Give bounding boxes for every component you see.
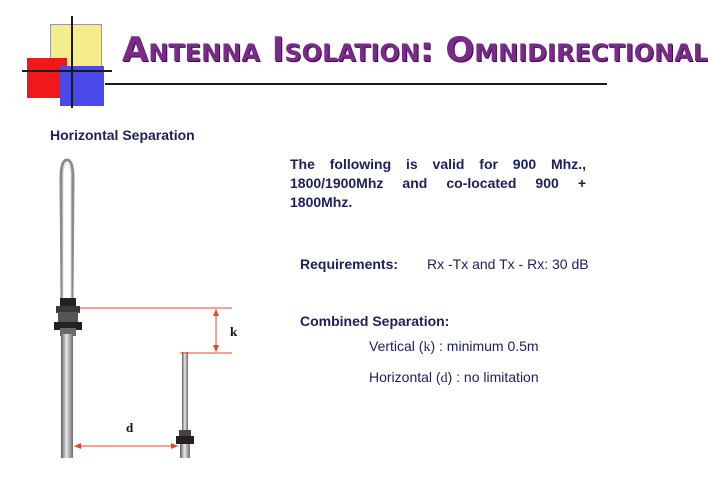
- combined-separation-label: Combined Separation:: [300, 313, 450, 329]
- dimension-label-d: d: [126, 420, 134, 435]
- right-antenna: [176, 352, 194, 458]
- dimension-lines: [74, 308, 232, 446]
- horizontal-symbol: d: [440, 371, 448, 386]
- intro-paragraph: The following is valid for 900 Mhz., 1800/1900Mhz and co-located 900 + 1800Mhz.: [290, 156, 586, 210]
- vertical-suffix: ) : minimum 0.5m: [430, 338, 539, 354]
- requirements-label: Requirements:: [300, 256, 399, 272]
- slide-title: Antenna Isolation: Omnidirectional: [122, 30, 708, 70]
- horizontal-separation-heading: Horizontal Separation: [50, 127, 195, 143]
- requirements-value: Rx -Tx and Tx - Rx: 30 dB: [427, 256, 589, 272]
- horizontal-suffix: ) : no limitation: [447, 369, 539, 385]
- vertical-symbol: k: [423, 340, 431, 355]
- dimension-arrows: [74, 309, 219, 449]
- left-antenna: [54, 160, 82, 458]
- horizontal-prefix: Horizontal (: [369, 369, 441, 385]
- dimension-label-k: k: [230, 324, 238, 339]
- vertical-prefix: Vertical (: [369, 338, 424, 354]
